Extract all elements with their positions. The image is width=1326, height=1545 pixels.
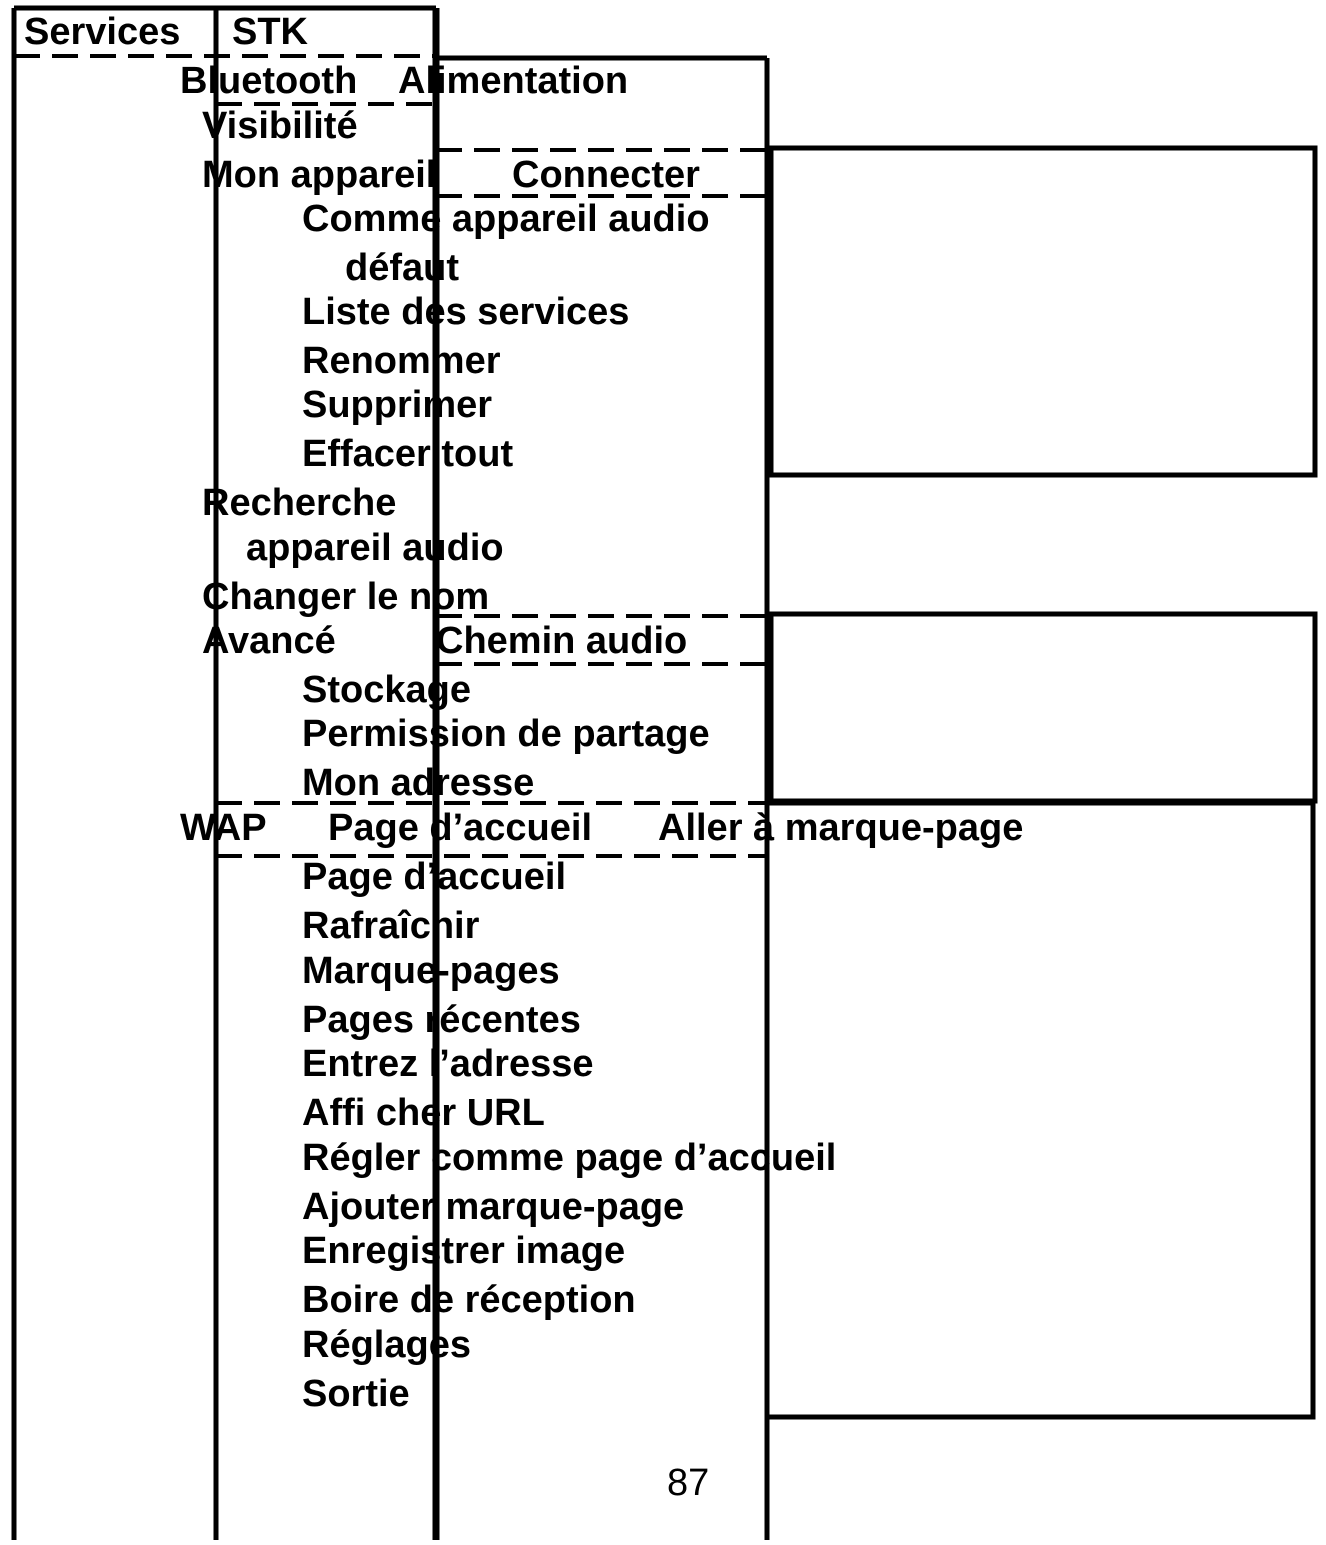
wap-item-recent-pages: Pages récentes <box>302 999 581 1041</box>
wap-item-exit: Sortie <box>302 1373 410 1415</box>
page-number: 87 <box>667 1462 710 1504</box>
wap-item-save-image: Enregistrer image <box>302 1230 626 1272</box>
audio-path-label: Chemin audio <box>436 620 688 662</box>
wap-item-homepage: Page d’accueil <box>302 856 567 898</box>
wap-homepage-label: Page d’accueil <box>328 807 593 849</box>
delete-label: Supprimer <box>302 384 493 426</box>
wap-item-enter-address: Entrez l’adresse <box>302 1043 594 1085</box>
bluetooth-label: Bluetooth <box>180 60 358 102</box>
rename-label: Renommer <box>302 340 501 382</box>
share-permission-label: Permission de partage <box>302 713 710 755</box>
my-address-label: Mon adresse <box>302 762 535 804</box>
goto-bookmark-label: Aller à marque-page <box>658 807 1024 849</box>
default-audio-label-line1: Comme appareil audio <box>302 198 710 240</box>
wap-item-show-url: Affi cher URL <box>302 1092 545 1134</box>
default-audio-label-line2: défaut <box>345 247 459 289</box>
connect-label: Connecter <box>512 154 700 196</box>
wap-submenu-box <box>767 803 1313 1417</box>
my-device-label: Mon appareil <box>202 154 437 196</box>
power-label: Alimentation <box>398 60 629 102</box>
change-name-label: Changer le nom <box>202 576 490 618</box>
advanced-label: Avancé <box>202 620 336 662</box>
wap-item-settings: Réglages <box>302 1324 471 1366</box>
storage-label: Stockage <box>302 669 471 711</box>
services-label: Services <box>24 11 181 53</box>
stk-label: STK <box>232 11 308 53</box>
search-label-line1: Recherche <box>202 482 397 524</box>
wap-label: WAP <box>180 807 267 849</box>
my-device-submenu-box <box>771 148 1315 475</box>
advanced-submenu-box <box>771 614 1315 801</box>
clear-all-label: Effacer tout <box>302 433 514 475</box>
wap-item-refresh: Rafraîchir <box>302 905 480 947</box>
wap-item-set-homepage: Régler comme page d’accueil <box>302 1137 837 1179</box>
wap-item-bookmarks: Marque-pages <box>302 950 560 992</box>
wap-item-add-bookmark: Ajouter marque-page <box>302 1186 685 1228</box>
service-list-label: Liste des services <box>302 291 630 333</box>
wap-item-inbox: Boire de réception <box>302 1279 636 1321</box>
search-label-line2: appareil audio <box>246 527 504 569</box>
visibility-label: Visibilité <box>202 105 358 147</box>
